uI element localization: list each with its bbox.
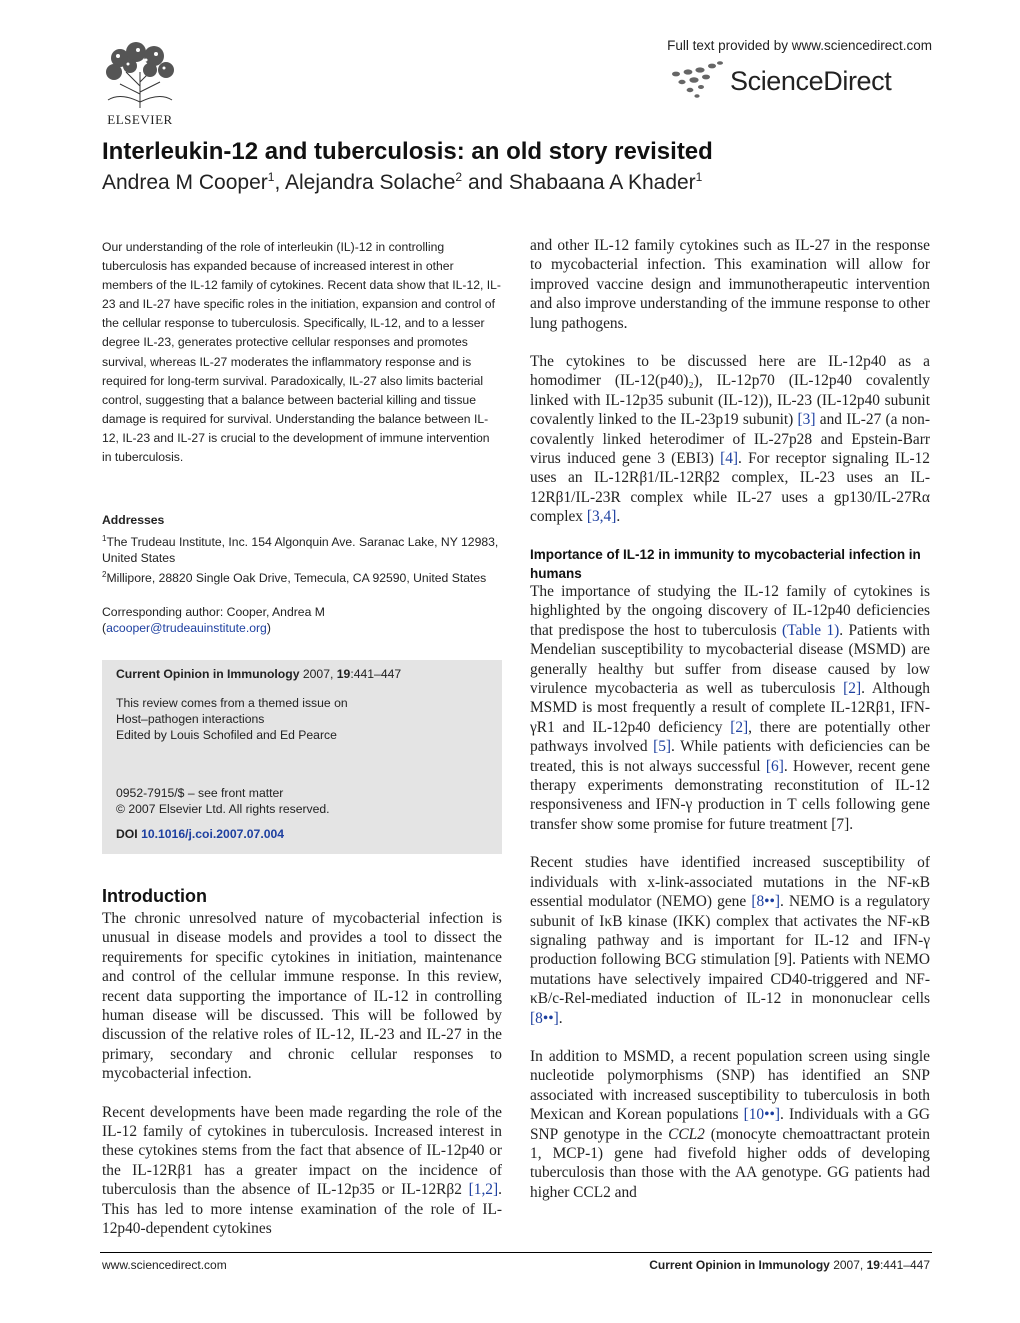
citation-link[interactable]: [6] [765, 757, 784, 775]
body-paragraph: and other IL-12 family cytokines such as IL-27 in the response to mycobacterial infection. This examination will allow for improved vaccine design and immunotherapeutic intervention and also improve understanding of the immune response to other lung pathogens. [530, 237, 930, 332]
text-run: The importance of studying the IL-12 family of cytokines is highlighted by the ongoing discovery of IL-12p40 deficiencies that predispose the host to tuberculosis [530, 583, 930, 639]
themed-issue-topic: Host–pathogen interactions [116, 712, 265, 726]
introduction-heading: Introduction [102, 886, 207, 906]
box-citation [116, 667, 492, 681]
author-separator: , [274, 171, 285, 194]
publisher-logo [100, 42, 180, 130]
citation-link[interactable]: [2] [843, 680, 862, 698]
right-column-bottom [530, 582, 930, 1221]
footer-pages: :441–447 [879, 1258, 930, 1272]
elsevier-tree-icon [100, 42, 180, 110]
body-paragraph [530, 1047, 930, 1202]
address-text: Millipore, 28820 Single Oak Drive, Temecula, CA 92590, United States [106, 571, 487, 586]
introduction-paragraph [102, 1103, 502, 1239]
article-info-box [102, 660, 502, 854]
author-affiliation: 1 [267, 170, 275, 184]
text-run: . Patients with Mendelian susceptibility to mycobacterial disease (MSMD) are generally healthy but suffer from disease caused by low virulence mycobacteria as well as tuberculosis [530, 621, 931, 698]
address-number: 2 [102, 570, 107, 580]
table-link[interactable]: (Table 1) [782, 621, 840, 639]
body-paragraph [530, 352, 930, 527]
fulltext-provided-text: Full text provided by www.sciencedirect.com [667, 38, 932, 53]
text-run: . Individuals with a GG SNP genotype in the [530, 1106, 930, 1143]
abstract: Our understanding of the role of interleukin (IL)-12 in controlling tuberculosis has expanded because of increased interest in other members of the IL-12 family of cytokines. Recent data show that IL-12, IL-23 and IL-27 have specific roles in the initiation, expansion and control of the cellular response to tuberculosis. Specifically, IL-12, and to a lesser degree IL-23, generates protective cellular responses and promotes survival, whereas IL-27 moderates the inflammatory response and is required for long-term survival. Paradoxically, IL-27 also limits bacterial control, suggesting that a balance between bacterial killing and tissue damage is required for survival. Understanding the balance between IL-12, IL-23 and IL-27 is crucial to the development of immune intervention in tuberculosis. [102, 240, 501, 465]
citation-link[interactable]: [1,2] [468, 1181, 499, 1199]
footer-citation [649, 1258, 930, 1272]
text-run: The cytokines to be discussed here are IL-12p40 as a homodimer (IL-12(p40)₂), IL-12p70 (IL-12p40 covalently linked with IL-12p35 subunit (IL-12)), IL-23 (IL-12p40 subunit covalently linked to the IL-23p19 subunit) [530, 353, 930, 429]
citation-link[interactable]: [4] [720, 450, 739, 468]
sciencedirect-dots-icon [668, 60, 728, 100]
text-run: (monocyte chemoattractant protein 1, MCP-1) gene had fivefold higher odds of developing tuberculosis than those with the AA genotype. GG patients had higher CCL2 and [530, 1125, 930, 1201]
text-run: and IL-27 (a non-covalently linked heterodimer of IL-27p28 and Epstein-Barr virus induced gene 3 (EBI3) [530, 411, 930, 468]
introduction-body [102, 909, 502, 1258]
addresses-heading: Addresses [102, 513, 165, 527]
text-run: . [558, 1009, 563, 1027]
citation-link[interactable]: [2] [730, 718, 749, 736]
author-affiliation: 1 [695, 170, 703, 184]
text-run: . Although MSMD is most frequently a result of complete IL-12Rβ1, IFN-γR1 and IL-12p40 deficiency [530, 680, 930, 736]
author-name: Andrea M Cooper [102, 171, 268, 194]
addresses [102, 511, 502, 587]
citation-link[interactable]: [3,4] [586, 508, 617, 526]
article-authors [102, 170, 702, 195]
text-run: . However, recent gene therapy experiments demonstrating reconstitution of IL-12 responsiveness and IFN-γ production in T cells following gene transfer show some promise for future treatment [7]. [530, 757, 930, 833]
footer-journal: Current Opinion in Immunology [649, 1258, 830, 1272]
author-separator: and [462, 171, 509, 194]
doi-label: DOI [116, 827, 138, 841]
corresponding-author [102, 604, 502, 636]
sciencedirect-logo [668, 60, 938, 100]
themed-issue-editors: Edited by Louis Schofiled and Ed Pearce [116, 728, 337, 742]
address-item [102, 531, 502, 566]
text-run: . For receptor signaling IL-12 uses an IL-12Rβ1/IL-12Rβ2 complex, IL-23 uses an IL-12Rβ1/IL-23R complex while IL-27 uses a gp130/IL-27Rα complex [530, 450, 930, 526]
address-number: 1 [102, 534, 107, 544]
corresponding-author-line: Corresponding author: Cooper, Andrea M [102, 605, 325, 619]
author-affiliation: 2 [455, 170, 463, 184]
text-run: . [616, 508, 621, 526]
sciencedirect-wordmark: ScienceDirect [730, 66, 892, 96]
themed-issue-line: This review comes from a themed issue on [116, 696, 348, 710]
body-paragraph [530, 853, 930, 1028]
address-item [102, 567, 502, 587]
footer-divider [100, 1252, 932, 1253]
email-link[interactable]: acooper@trudeauinstitute.org [106, 621, 267, 635]
text-run: Recent studies have identified increased susceptibility of individuals with x-link-associated mutations in the NF-κB essential modulator (NEMO) gene [530, 854, 930, 911]
section-heading-importance: Importance of IL-12 in immunity to mycobacterial infection in humans [530, 547, 921, 581]
box-journal-name: Current Opinion in Immunology [116, 667, 300, 681]
citation-link[interactable]: [8••] [530, 1009, 559, 1027]
box-front-matter [116, 785, 492, 817]
right-column-top [530, 236, 930, 546]
text-run: , there are potentially other pathways involved [530, 718, 930, 756]
text-run: . NEMO is a regulatory subunit of IκB kinase (IKK) complex that activates the NF-κB signaling pathway and is important for IL-12 and IFN-γ production following BCG stimulation [9]. Patients with NEMO mutations have selectively impaired CD40-triggered and NF-κB/c-Rel-mediated induction of IL-12 in mononuclear cells [530, 893, 930, 1008]
copyright-line: © 2007 Elsevier Ltd. All rights reserved. [116, 802, 330, 816]
front-matter-line: 0952-7915/$ – see front matter [116, 786, 284, 800]
citation-link[interactable]: [8••] [751, 893, 781, 911]
body-paragraph [530, 582, 930, 834]
author-name: Alejandra Solache [284, 171, 456, 194]
text-run: . This has led to more intense examination of the role of IL-12p40-dependent cytokines [102, 1181, 502, 1238]
box-themed-issue [116, 695, 492, 743]
text-run: . While patients with deficiencies can be treated, this is not always successful [530, 738, 930, 775]
gene-name: CCL2 [668, 1125, 705, 1143]
author-name: Shabaana A Khader [508, 171, 696, 194]
footer-website: www.sciencedirect.com [102, 1258, 227, 1272]
citation-link[interactable]: [5] [653, 738, 672, 756]
box-doi [116, 827, 492, 841]
publisher-name: ELSEVIER [107, 112, 173, 127]
box-year: 2007, [302, 667, 334, 681]
citation-link[interactable]: [3] [797, 411, 816, 429]
box-volume: 19 [336, 667, 351, 681]
article-title: Interleukin-12 and tuberculosis: an old story revisited [102, 138, 713, 165]
doi-link[interactable]: 10.1016/j.coi.2007.07.004 [141, 827, 285, 841]
introduction-paragraph: The chronic unresolved nature of mycobacterial infection is unusual in disease models and provides a tool to dissect the requirements for specific cytokines in initiation, maintenance and control of the cellular immune response. In this review, recent data supporting the importance of IL-12 in controlling human disease will be discussed. This will be followed by discussion of the relative roles of IL-12, IL-23 and IL-27 in the primary, secondary and chronic cellular responses to mycobacterial infection. [102, 910, 502, 1083]
footer-volume: 19 [866, 1258, 880, 1272]
address-text: The Trudeau Institute, Inc. 154 Algonquin Ave. Saranac Lake, NY 12983, United States [102, 535, 499, 565]
paren-close: ) [266, 621, 271, 635]
citation-link[interactable]: [10••] [743, 1106, 781, 1124]
corresponding-email-line [102, 620, 502, 636]
box-pages: :441–447 [350, 667, 402, 681]
paren-open: ( [102, 621, 107, 635]
text-run: In addition to MSMD, a recent population screen using single nucleotide polymorphisms (SNP) has identified an SNP associated with increased susceptibility to tuberculosis in both Mexican and Korean populations [530, 1047, 930, 1124]
text-run: Recent developments have been made regarding the role of the IL-12 family of cytokines in tuberculosis. Increased interest in these cytokines stems from the fact that absence of IL-12p40 or the IL-12Rβ1 has a greater impact on the incidence of tuberculosis than the absence of IL-12p35 or IL-12Rβ2 [102, 1103, 502, 1199]
footer-year: 2007, [833, 1258, 864, 1272]
